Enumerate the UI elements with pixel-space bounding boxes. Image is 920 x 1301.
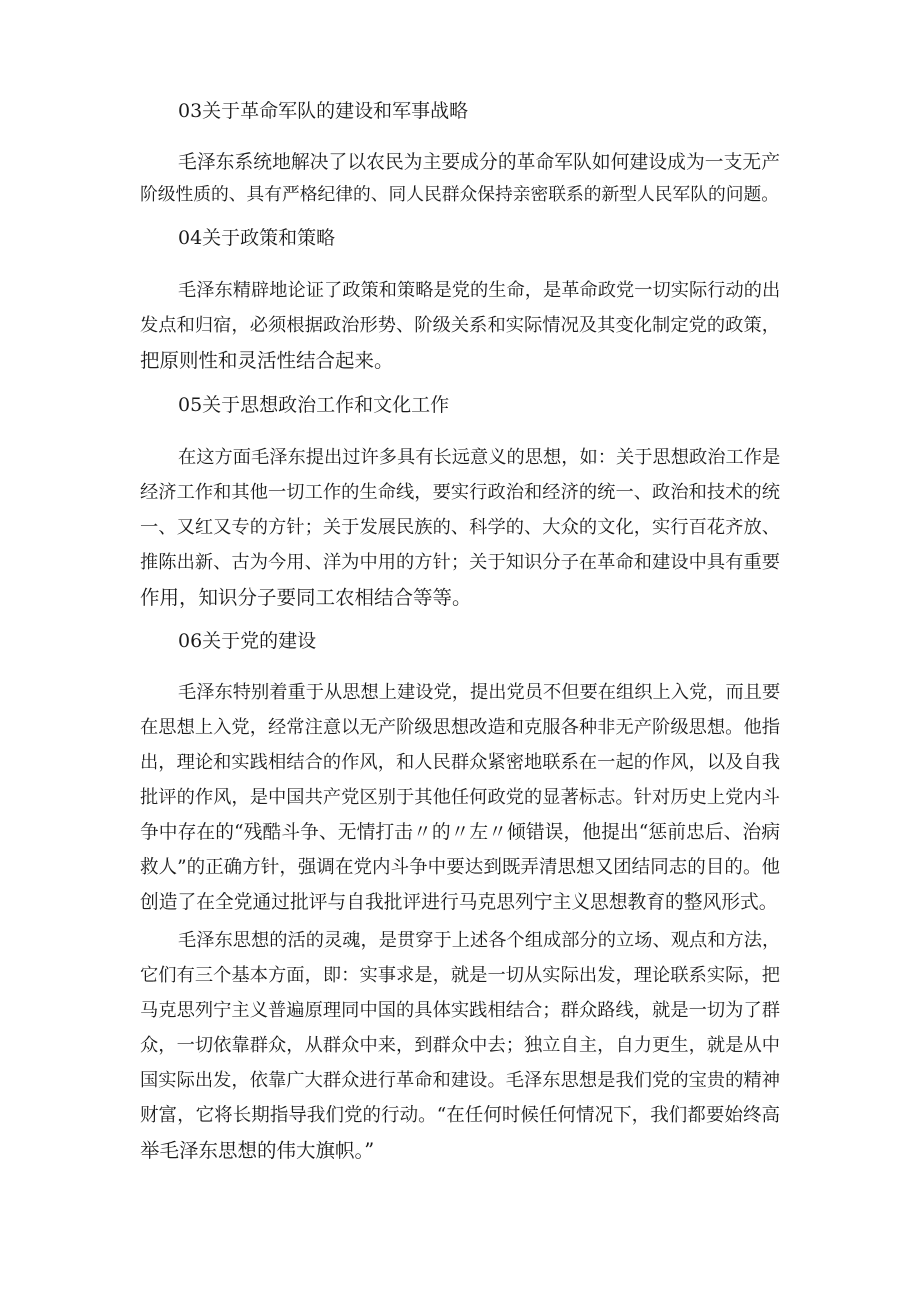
paragraph-line: 推陈出新、古为今用、洋为中用的方针；关于知识分子在革命和建设中具有重要: [140, 552, 780, 573]
paragraph-line: 经济工作和其他一切工作的生命线，要实行政治和经济的统一、政治和技术的统: [140, 482, 780, 503]
paragraph-line: 在这方面毛泽东提出过许多具有长远意义的思想，如：关于思想政治工作是: [178, 447, 781, 468]
paragraph-line: 财富，它将长期指导我们党的行动。“在任何时候任何情况下，我们都要始终高: [140, 1105, 780, 1126]
paragraph-line: 发点和归宿，必须根据政治形势、阶级关系和实际情况及其变化制定党的政策，: [140, 315, 780, 336]
paragraph-line: 阶级性质的、具有严格纪律的、同人民群众保持亲密联系的新型人民军队的问题。: [140, 185, 780, 205]
paragraph-line: 它们有三个基本方面，即：实事求是，就是一切从实际出发，理论联系实际，把: [140, 965, 780, 986]
paragraph-line: 马克思列宁主义普遍原理同中国的具体实践相结合；群众路线，就是一切为了群: [140, 1000, 780, 1021]
paragraph-line: 毛泽东思想的活的灵魂，是贯穿于上述各个组成部分的立场、观点和方法，: [178, 930, 781, 951]
paragraph-line: 出，理论和实践相结合的作风，和人民群众紧密地联系在一起的作风，以及自我: [140, 752, 780, 773]
paragraph-line: 争中存在的“残酷斗争、无情打击〃的〃左〃倾错误，他提出“惩前忠后、治病: [140, 822, 780, 843]
section-heading-06: 06关于党的建设: [178, 630, 317, 652]
paragraph-line: 国实际出发，依靠广大群众进行革命和建设。毛泽东思想是我们党的宝贵的精神: [140, 1070, 780, 1091]
paragraph-line: 作用，知识分子要同工农相结合等等。: [140, 586, 472, 609]
paragraph-line: 把原则性和灵活性结合起来。: [140, 349, 394, 372]
section-heading-04: 04关于政策和策略: [178, 227, 336, 249]
paragraph-line: 救人”的正确方针，强调在党内斗争中要达到既弄清思想又团结同志的目的。他: [140, 857, 780, 878]
paragraph-line: 毛泽东系统地解决了以农民为主要成分的革命军队如何建设成为一支无产: [178, 152, 780, 173]
section-heading-03: 03关于革命军队的建设和军事战略: [178, 100, 469, 122]
paragraph-line: 一、又红又专的方针；关于发展民族的、科学的、大众的文化，实行百花齐放、: [140, 517, 780, 538]
paragraph-line: 举毛泽东思想的伟大旗帜。”: [140, 1139, 375, 1162]
paragraph-line: 在思想上入党，经常注意以无产阶级思想改造和克服各种非无产阶级思想。他指: [140, 717, 780, 738]
paragraph-line: 创造了在全党通过批评与自我批评进行马克思列宁主义思想教育的整风形式。: [140, 892, 778, 913]
paragraph-line: 批评的作风，是中国共产党区别于其他任何政党的显著标志。针对历史上党内斗: [140, 787, 780, 808]
section-heading-05: 05关于思想政治工作和文化工作: [178, 394, 450, 416]
paragraph-line: 毛泽东特别着重于从思想上建设党，提出党员不但要在组织上入党，而且要: [178, 682, 781, 703]
paragraph-line: 众，一切依靠群众，从群众中来，到群众中去；独立自主，自力更生，就是从中: [140, 1035, 780, 1056]
paragraph-line: 毛泽东精辟地论证了政策和策略是党的生命，是革命政党一切实际行动的出: [178, 280, 781, 301]
